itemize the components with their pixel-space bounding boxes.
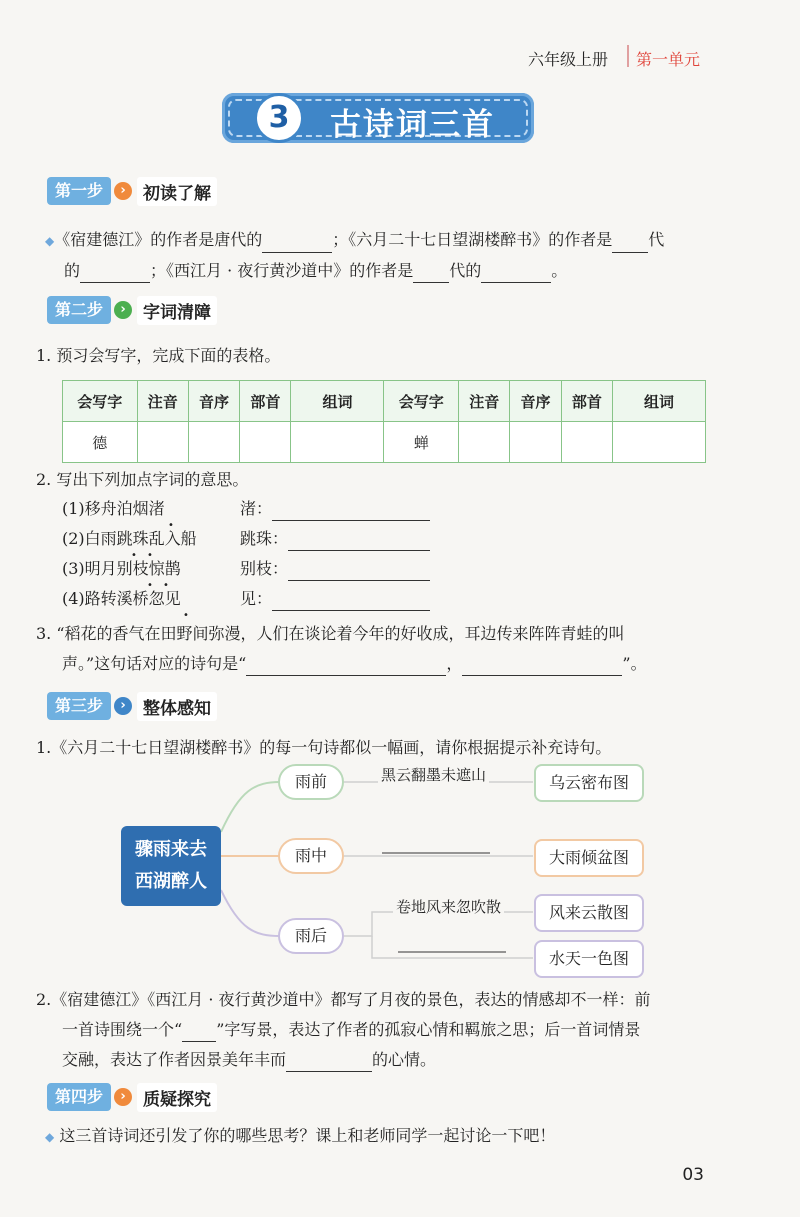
diamond-bullet-icon: ◆ [45,234,55,248]
table-cell: 德 [63,422,138,463]
phrase-item: (1)移舟泊烟渚 [62,499,165,518]
step4-name: 质疑探究 [137,1083,217,1112]
poem-before: 黑云翻墨未遮山 [378,764,489,785]
node-during-rain: 雨中 [278,838,344,874]
chevron-right-icon: › [114,697,132,715]
step2-question3-line2: 声。”这句话对应的诗句是“ ， ”。 [62,652,647,676]
meaning-label: 跳珠： [240,527,430,551]
emphasis-dot: • [131,550,137,561]
node-after-rain: 雨后 [278,918,344,954]
result-heavy-rain: 大雨倾盆图 [534,839,644,877]
node-before-rain: 雨前 [278,764,344,800]
key-word-blank[interactable] [182,1023,216,1042]
table-header-cell: 注音 [137,381,188,422]
unit-label: 第一单元 [636,50,701,69]
step3-question2-line3: 交融，表达了作者因景美年丰而 的心情。 [62,1048,436,1072]
step2-tag: 第二步 [47,296,111,324]
table-header-cell: 会写字 [384,381,459,422]
lesson-title: 古诗词三首 [330,107,495,143]
step2-question1: 1. 预习会写字，完成下面的表格。 [36,346,281,365]
step3-question2-line1: 2.《宿建德江》《西江月 · 夜行黄沙道中》都写了月夜的景色，表达的情感却不一样：前 [36,990,651,1009]
table-header-cell: 注音 [459,381,510,422]
page-number: 03 [682,1165,704,1185]
table-header-cell: 会写字 [63,381,138,422]
step1-line1: ◆《宿建德江》的作者是唐代的 ；《六月二十七日望湖楼醉书》的作者是 代 [45,228,664,253]
table-header-cell: 组词 [291,381,384,422]
poem-during-blank[interactable] [382,835,490,853]
step1-tag: 第一步 [47,177,111,205]
table-header-cell: 组词 [613,381,706,422]
table-header-cell: 部首 [240,381,291,422]
poem-after: 卷地风来忽吹散 [393,896,504,917]
phrase-item: (3)明月别枝惊鹊 [62,559,181,578]
mindmap-center: 骤雨来去 西湖醉人 [121,826,221,906]
feeling-blank[interactable] [286,1053,372,1072]
result-water-sky: 水天一色图 [534,940,644,978]
poem-after-blank[interactable] [398,934,506,952]
emphasis-dot: • [183,610,189,621]
meaning-label: 渚： [240,497,430,521]
result-wind-clears: 风来云散图 [534,894,644,932]
result-dark-clouds: 乌云密布图 [534,764,644,802]
step4-text: ◆ 这三首诗词还引发了你的哪些思考？课上和老师同学一起讨论一下吧！ [45,1126,556,1145]
step1-line2: 的 ；《西江月 · 夜行黄沙道中》的作者是 代的 。 [64,259,567,283]
phrase-item: (2)白雨跳珠乱入船 [62,529,197,548]
phrase-item: (4)路转溪桥忽见 [62,589,181,608]
grade-label: 六年级上册 [528,50,609,69]
table-header-cell: 音序 [188,381,239,422]
meaning-label: 见： [240,587,430,611]
emphasis-dot: • [163,580,169,591]
step4-tag: 第四步 [47,1083,111,1111]
step1-name: 初读了解 [137,177,217,206]
step2-question2: 2. 写出下列加点字词的意思。 [36,470,249,489]
emphasis-dot: • [147,550,153,561]
step2-question3-line1: 3. “稻花的香气在田野间弥漫，人们在谈论着今年的好收成，耳边传来阵阵青蛙的叫 [36,624,625,643]
emphasis-dot: • [147,580,153,591]
diamond-bullet-icon: ◆ [45,1130,55,1144]
chevron-right-icon: › [114,301,132,319]
table-header-cell: 音序 [510,381,561,422]
lesson-number: 3 [254,93,304,143]
chevron-right-icon: › [114,182,132,200]
table-header-cell: 部首 [561,381,612,422]
table-cell: 蝉 [384,422,459,463]
step3-question2-line2: 一首诗围绕一个“ ”字写景，表达了作者的孤寂心情和羁旅之思；后一首词情景 [62,1018,640,1042]
step2-name: 字词清障 [137,296,217,325]
step3-name: 整体感知 [137,692,217,721]
step3-question1: 1.《六月二十七日望湖楼醉书》的每一句诗都似一幅画，请你根据提示补充诗句。 [36,738,612,757]
step4-header [47,1083,217,1111]
meaning-label: 别枝： [240,557,430,581]
step3-tag: 第三步 [47,692,111,720]
emphasis-dot: • [168,520,174,531]
chevron-right-icon: › [114,1088,132,1106]
